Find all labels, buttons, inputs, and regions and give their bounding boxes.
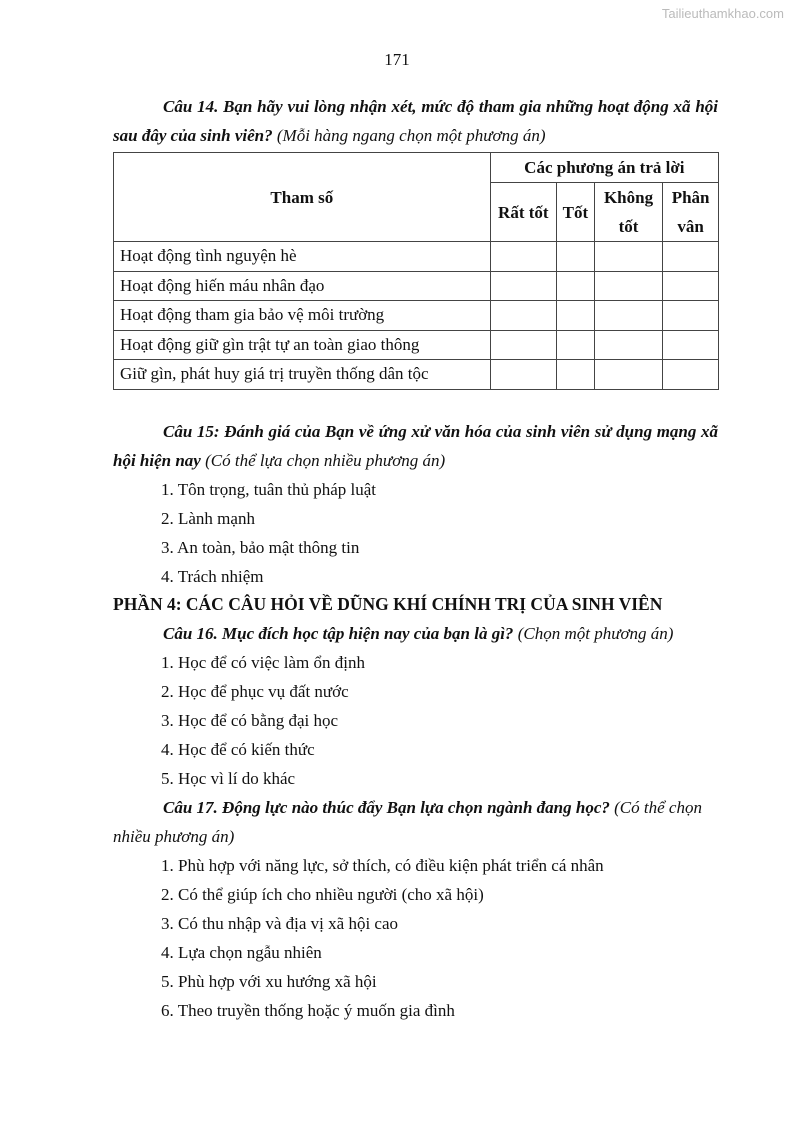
- watermark: Tailieuthamkhao.com: [661, 6, 784, 21]
- row-label: Hoạt động tình nguyện hè: [114, 242, 491, 272]
- question-14: [113, 92, 718, 150]
- row-label: Giữ gìn, phát huy giá trị truyền thống dân tộc: [114, 360, 491, 390]
- list-item: 1. Tôn trọng, tuân thủ pháp luật: [161, 480, 376, 499]
- option-header: Phân vân: [663, 183, 719, 242]
- answer-cell[interactable]: [663, 330, 719, 360]
- table-row: [114, 301, 719, 331]
- q16-options: [113, 648, 718, 793]
- answer-cell[interactable]: [556, 271, 594, 301]
- list-item: 6. Theo truyền thống hoặc ý muốn gia đình: [161, 1001, 455, 1020]
- list-item: 3. An toàn, bảo mật thông tin: [161, 538, 360, 557]
- list-item: 3. Có thu nhập và địa vị xã hội cao: [161, 914, 399, 933]
- list-item: 5. Phù hợp với xu hướng xã hội: [161, 972, 377, 991]
- answer-cell[interactable]: [663, 301, 719, 331]
- list-item: 1. Học để có việc làm ổn định: [161, 653, 365, 672]
- answer-cell[interactable]: [594, 301, 662, 331]
- list-item: 2. Có thể giúp ích cho nhiều người (cho xã hội): [161, 885, 484, 904]
- page-number: 171: [384, 50, 410, 69]
- list-item: 4. Học để có kiến thức: [161, 740, 315, 759]
- answer-cell[interactable]: [556, 330, 594, 360]
- answer-cell[interactable]: [556, 360, 594, 390]
- list-item: 4. Lựa chọn ngẫu nhiên: [161, 943, 322, 962]
- question-17: [113, 793, 718, 851]
- list-item: 2. Lành mạnh: [161, 509, 255, 528]
- question-15: [113, 417, 718, 475]
- question-14-note: (Mỗi hàng ngang chọn một phương án): [276, 126, 546, 145]
- answer-cell[interactable]: [490, 301, 556, 331]
- question-16: [113, 619, 718, 648]
- answer-cell[interactable]: [556, 242, 594, 272]
- param-header: Tham số: [114, 153, 491, 242]
- question-16-title: Câu 16. Mục đích học tập hiện nay của bạn là gì?: [163, 624, 514, 643]
- list-item: 4. Trách nhiệm: [161, 567, 264, 586]
- answer-cell[interactable]: [594, 271, 662, 301]
- question-14-title: Câu 14. Bạn hãy vui lòng nhận xét, mức độ tham gia những hoạt động xã hội sau đây của sinh viên?: [113, 97, 718, 145]
- answer-cell[interactable]: [490, 360, 556, 390]
- q14-table: [113, 152, 719, 390]
- table-row: [114, 242, 719, 272]
- answer-cell[interactable]: [663, 271, 719, 301]
- answer-cell[interactable]: [663, 360, 719, 390]
- question-17-title: Câu 17. Động lực nào thúc đẩy Bạn lựa chọn ngành đang học?: [163, 798, 610, 817]
- answer-cell[interactable]: [594, 360, 662, 390]
- option-header: Rất tốt: [490, 183, 556, 242]
- question-16-note: (Chọn một phương án): [517, 624, 674, 643]
- answer-cell[interactable]: [490, 242, 556, 272]
- table-row: [114, 271, 719, 301]
- list-item: 3. Học để có bằng đại học: [161, 711, 339, 730]
- question-17-note: (Có thể chọn nhiều phương án): [113, 798, 702, 846]
- section-heading: PHẦN 4: CÁC CÂU HỎI VỀ DŨNG KHÍ CHÍNH TRỊ CỦA SINH VIÊN: [113, 594, 663, 614]
- table-row: [114, 330, 719, 360]
- answer-cell[interactable]: [490, 271, 556, 301]
- answer-cell[interactable]: [490, 330, 556, 360]
- answer-cell[interactable]: [556, 301, 594, 331]
- q17-options: [113, 851, 718, 1025]
- row-label: Hoạt động tham gia bảo vệ môi trường: [114, 301, 491, 331]
- list-item: 2. Học để phục vụ đất nước: [161, 682, 349, 701]
- option-header: Tốt: [556, 183, 594, 242]
- row-label: Hoạt động hiến máu nhân đạo: [114, 271, 491, 301]
- question-15-note: (Có thể lựa chọn nhiều phương án): [205, 451, 446, 470]
- options-group-header: Các phương án trả lời: [490, 153, 718, 183]
- answer-cell[interactable]: [663, 242, 719, 272]
- option-header: Không tốt: [594, 183, 662, 242]
- q15-options: [113, 475, 718, 591]
- answer-cell[interactable]: [594, 330, 662, 360]
- list-item: 5. Học vì lí do khác: [161, 769, 296, 788]
- question-15-title: Câu 15: Đánh giá của Bạn về ứng xử văn hóa của sinh viên sử dụng mạng xã hội hiện nay: [113, 422, 718, 470]
- answer-cell[interactable]: [594, 242, 662, 272]
- table-row: [114, 360, 719, 390]
- row-label: Hoạt động giữ gìn trật tự an toàn giao thông: [114, 330, 491, 360]
- list-item: 1. Phù hợp với năng lực, sở thích, có điều kiện phát triển cá nhân: [161, 856, 604, 875]
